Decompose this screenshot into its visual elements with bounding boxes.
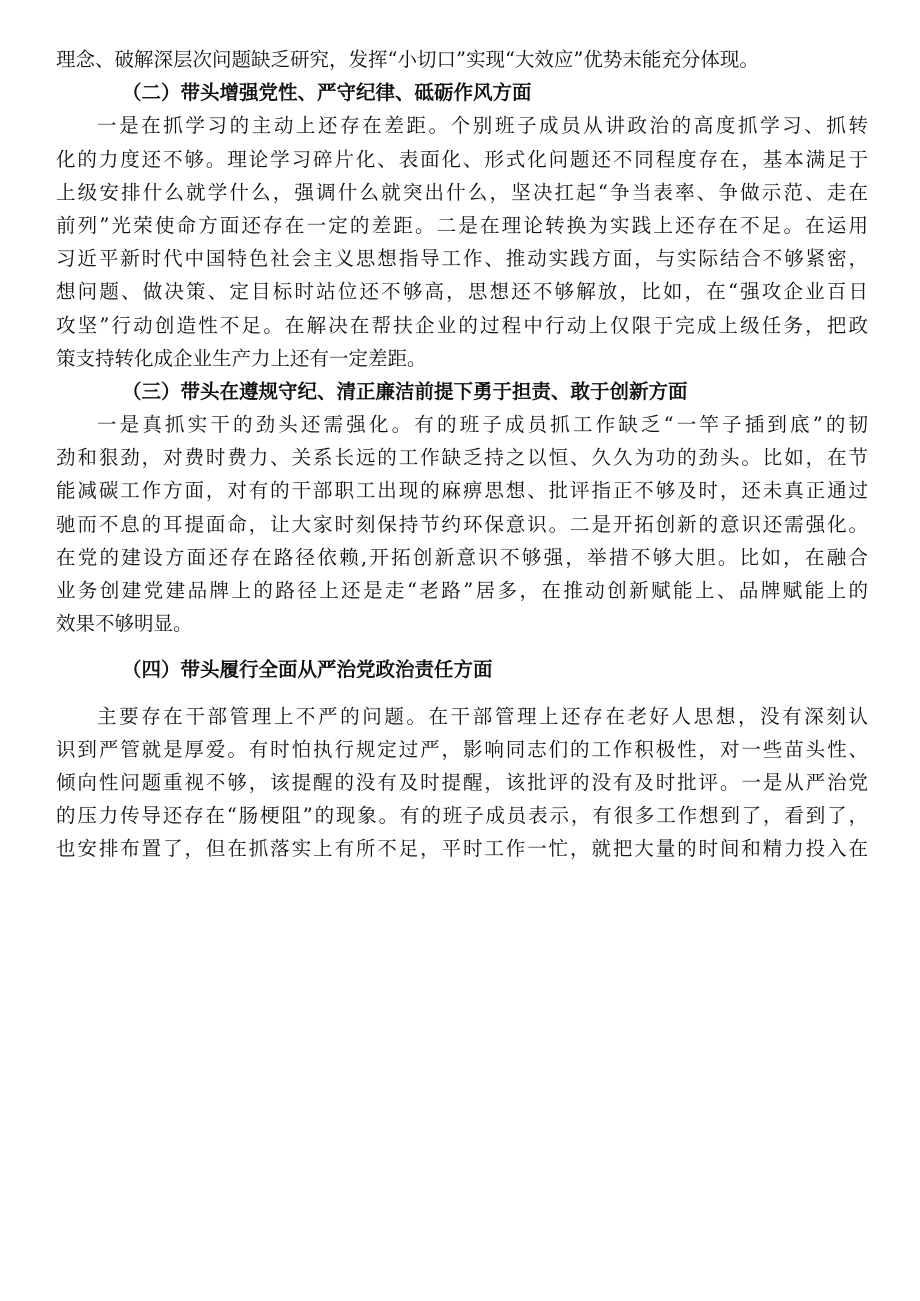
paragraph-line: 倾向性问题重视不够，该提醒的没有及时提醒，该批评的没有及时批评。一是从严治党 — [56, 770, 868, 794]
paragraph-line: 主要存在干部管理上不严的问题。在干部管理上还存在老好人思想，没有深刻认 — [97, 704, 868, 728]
section-heading-4: （四）带头履行全面从严治党政治责任方面 — [122, 658, 493, 682]
paragraph-line: 习近平新时代中国特色社会主义思想指导工作、推动实践方面，与实际结合不够紧密， — [56, 247, 868, 271]
paragraph-line: 效果不够明显。 — [56, 612, 193, 636]
paragraph-line: 理念、破解深层次问题缺乏研究，发挥“小切口”实现“大效应”优势未能充分体现。 — [56, 48, 759, 71]
paragraph-line: 一是真抓实干的劲头还需强化。有的班子成员抓工作缺乏“一竿子插到底”的韧 — [97, 413, 868, 437]
paragraph-line: 识到严管就是厚爱。有时怕执行规定过严，影响同志们的工作积极性，对一些苗头性、 — [56, 737, 868, 761]
paragraph-line: 策支持转化成企业生产力上还有一定差距。 — [56, 346, 427, 370]
paragraph-line: 也安排布置了，但在抓落实上有所不足，平时工作一忙，就把大量的时间和精力投入在 — [56, 837, 868, 861]
paragraph-line: 想问题、做决策、定目标时站位还不够高，思想还不够解放，比如，在“强攻企业百日 — [56, 280, 868, 304]
paragraph-line: 攻坚”行动创造性不足。在解决在帮扶企业的过程中行动上仅限于完成上级任务，把政 — [56, 313, 868, 337]
paragraph-line: 的压力传导还存在“肠梗阻”的现象。有的班子成员表示，有很多工作想到了，看到了， — [56, 804, 868, 828]
paragraph-line: 业务创建党建品牌上的路径上还是走“老路”居多，在推动创新赋能上、品牌赋能上的 — [56, 579, 868, 602]
paragraph-line: 能减碳工作方面，对有的干部职工出现的麻痹思想、批评指正不够及时，还未真正通过 — [56, 479, 868, 503]
paragraph-line: 一是在抓学习的主动上还存在差距。个别班子成员从讲政治的高度抓学习、抓转 — [97, 114, 868, 138]
paragraph-line: 在党的建设方面还存在路径依赖,开拓创新意识不够强，举措不够大胆。比如，在融合 — [56, 545, 868, 569]
paragraph-line: 化的力度还不够。理论学习碎片化、表面化、形式化问题还不同程度存在，基本满足于 — [56, 147, 868, 171]
paragraph-line: 驰而不息的耳提面命，让大家时刻保持节约环保意识。二是开拓创新的意识还需强化。 — [56, 512, 868, 536]
section-heading-3: （三）带头在遵规守纪、清正廉洁前提下勇于担责、敢于创新方面 — [122, 379, 688, 403]
paragraph-line: 劲和狠劲，对费时费力、关系长远的工作缺乏持之以恒、久久为功的劲头。比如，在节 — [56, 446, 868, 470]
section-heading-2: （二）带头增强党性、严守纪律、砥砺作风方面 — [122, 81, 532, 105]
paragraph-line: 上级安排什么就学什么，强调什么就突出什么，坚决扛起“争当表率、争做示范、走在 — [56, 180, 868, 204]
paragraph-line: 前列”光荣使命方面还存在一定的差距。二是在理论转换为实践上还存在不足。在运用 — [56, 213, 868, 237]
